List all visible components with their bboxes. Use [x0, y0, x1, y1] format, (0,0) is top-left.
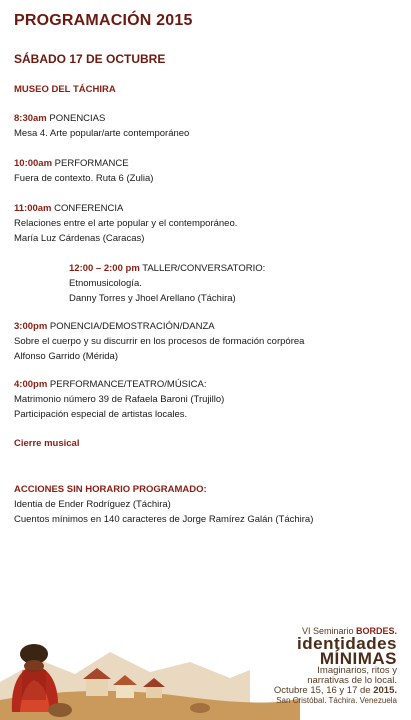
event-item — [14, 377, 224, 422]
dates-prefix: Octubre 15, 16 y 17 de — [273, 685, 371, 696]
event-detail: Etnomusicología. — [69, 278, 142, 289]
event-detail: María Luz Cárdenas (Caracas) — [14, 233, 145, 244]
event-item — [69, 261, 265, 306]
location-line: San Cristóbal. Táchira. Venezuela — [276, 696, 397, 705]
event-detail: Sobre el cuerpo y su discurrir en los procesos de formación corpórea — [14, 336, 305, 347]
event-kind: PONENCIA/DEMOSTRACIÓN/DANZA — [49, 321, 215, 332]
event-time: 11:00am — [14, 203, 52, 214]
seminar-prefix: VI Seminario — [301, 626, 354, 636]
event-time: 8:30am — [14, 113, 47, 124]
subtitle-line: Imaginarios, ritos y — [317, 665, 397, 676]
event-time: 12:00 – 2:00 pm — [69, 263, 140, 274]
day-heading: SÁBADO 17 DE OCTUBRE — [14, 52, 166, 66]
identidades-title: identidades — [297, 634, 397, 653]
unscheduled-item: Cuentos mínimos en 140 caracteres de Jorge Ramírez Galán (Táchira) — [14, 514, 314, 525]
event-time: 10:00am — [14, 158, 53, 169]
event-item — [14, 111, 189, 141]
venue-heading: MUSEO DEL TÁCHIRA — [14, 84, 116, 95]
event-kind: PERFORMANCE/TEATRO/MÚSICA: — [49, 379, 207, 390]
event-time: 3:00pm — [14, 321, 48, 332]
event-detail: Fuera de contexto. Ruta 6 (Zulia) — [14, 173, 154, 184]
event-kind: PONENCIAS — [49, 113, 106, 124]
page-title: PROGRAMACIÓN 2015 — [14, 12, 193, 29]
event-item — [14, 156, 153, 186]
event-detail: Mesa 4. Arte popular/arte contemporáneo — [14, 128, 190, 139]
figure-icon — [12, 644, 58, 712]
event-time: 4:00pm — [14, 379, 48, 390]
unscheduled-section — [14, 482, 313, 527]
unscheduled-item: Identia de Ender Rodríguez (Táchira) — [14, 499, 171, 510]
event-kind: TALLER/CONVERSATORIO: — [142, 263, 266, 274]
seminar-brand: BORDES. — [355, 626, 397, 636]
footer-branding — [274, 626, 397, 705]
unscheduled-heading: ACCIONES SIN HORARIO PROGRAMADO: — [14, 484, 207, 495]
event-kind: CONFERENCIA — [54, 203, 124, 214]
event-item — [14, 319, 304, 364]
event-item — [14, 201, 237, 246]
event-detail: Participación especial de artistas locales. — [14, 409, 188, 420]
subtitle-line: narrativas de lo local. — [307, 675, 397, 686]
closing-label: Cierre musical — [14, 438, 80, 449]
event-kind: PERFORMANCE — [54, 158, 129, 169]
dates-year: 2015. — [373, 685, 397, 696]
minimas-title: MÍNIMAS — [319, 649, 397, 668]
event-detail: Matrimonio número 39 de Rafaela Baroni (Trujillo) — [14, 394, 225, 405]
event-detail: Relaciones entre el arte popular y el contemporáneo. — [14, 218, 238, 229]
event-detail: Danny Torres y Jhoel Arellano (Táchira) — [69, 293, 236, 304]
event-detail: Alfonso Garrido (Mérida) — [14, 351, 119, 362]
